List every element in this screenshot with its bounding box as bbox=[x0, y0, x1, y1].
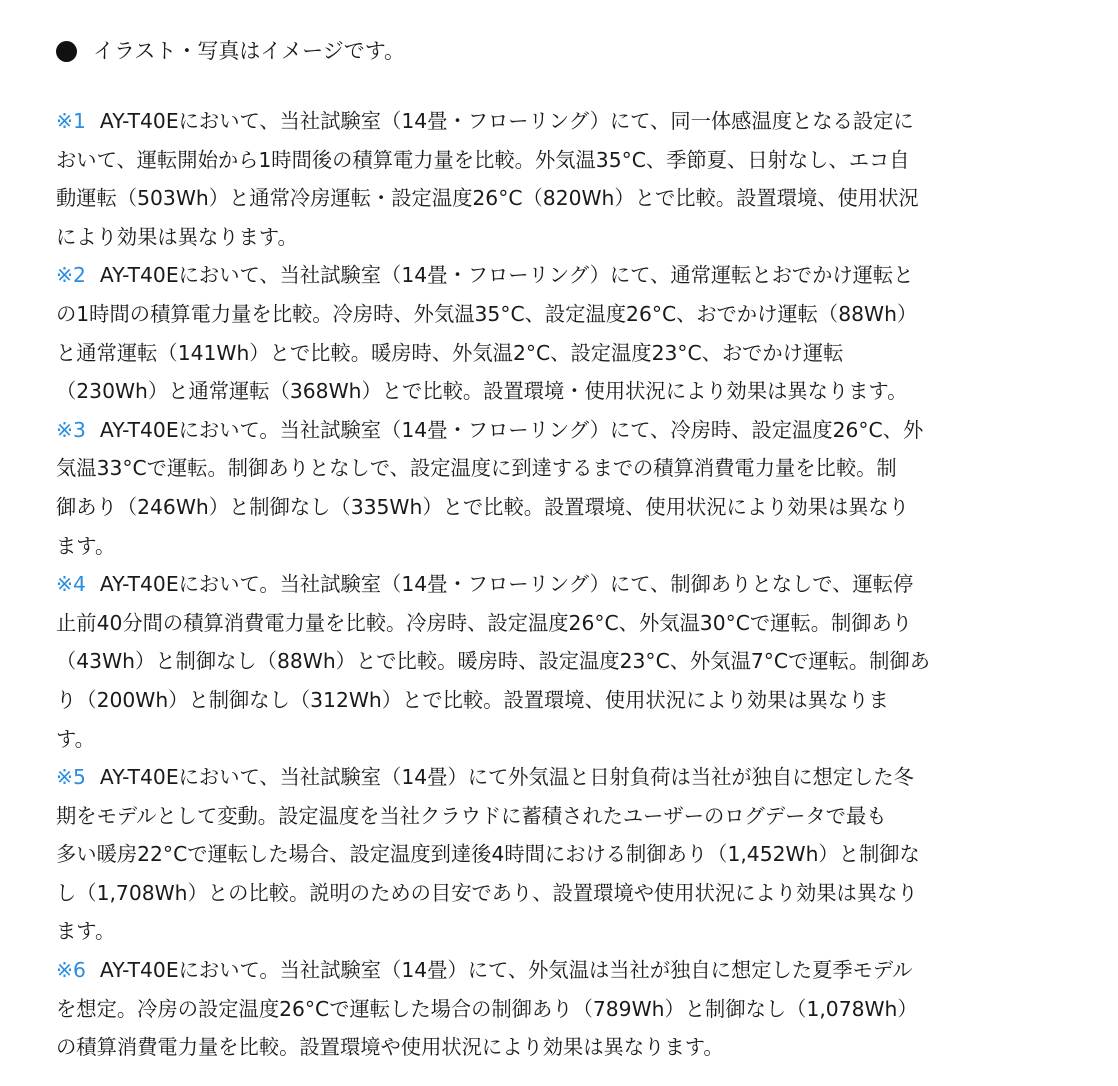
footnote-mark: ※1 bbox=[56, 109, 86, 133]
footnote-line bbox=[56, 604, 1068, 643]
footnote-line bbox=[56, 295, 1068, 334]
footnote-text: （43Wh）と制御なし（88Wh）とで比較。暖房時、設定温度23°C、外気温7°Cで運転。制御あ bbox=[56, 649, 931, 674]
footnote-text: す。 bbox=[56, 726, 95, 751]
footnote-line bbox=[56, 990, 1068, 1029]
footnote-line bbox=[56, 527, 1068, 566]
footnote-1 bbox=[56, 102, 1068, 256]
footnote-line bbox=[56, 488, 1068, 527]
footnote-list bbox=[56, 102, 1068, 1067]
footnote-text: 多い暖房22°Cで運転した場合、設定温度到達後4時間における制御あり（1,452Wh）と制御な bbox=[56, 842, 920, 867]
footnote-text: 気温33°Cで運転。制御ありとなしで、設定温度に到達するまでの積算消費電力量を比較。制 bbox=[56, 456, 897, 481]
footnote-line bbox=[56, 835, 1068, 874]
footnote-line bbox=[56, 256, 1068, 295]
footnote-4 bbox=[56, 565, 1068, 758]
image-disclaimer bbox=[56, 36, 1068, 66]
footnote-mark: ※6 bbox=[56, 958, 86, 983]
footnote-text: 動運転（503Wh）と通常冷房運転・設定温度26°C（820Wh）とで比較。設置環境、使用状況 bbox=[56, 186, 919, 211]
footnote-line bbox=[56, 179, 1068, 218]
footnote-text: により効果は異なります。 bbox=[56, 224, 298, 249]
footnote-text: ます。 bbox=[56, 533, 116, 558]
footnote-text: AY-T40Eにおいて、当社試験室（14畳・フローリング）にて、同一体感温度となる設定に bbox=[99, 109, 914, 133]
footnote-text: の1時間の積算電力量を比較。冷房時、外気温35°C、設定温度26°C、おでかけ運転（88Wh） bbox=[56, 301, 918, 326]
footnote-mark: ※5 bbox=[56, 765, 86, 790]
footnote-text: （230Wh）と通常運転（368Wh）とで比較。設置環境・使用状況により効果は異なります。 bbox=[56, 379, 908, 404]
footnote-line bbox=[56, 681, 1068, 720]
footnote-2 bbox=[56, 256, 1068, 410]
footnote-line bbox=[56, 912, 1068, 951]
bullet-icon bbox=[56, 41, 77, 62]
footnote-text: AY-T40Eにおいて、当社試験室（14畳）にて外気温と日射負荷は当社が独自に想定した冬 bbox=[99, 765, 914, 790]
footnote-text: 期をモデルとして変動。設定温度を当社クラウドに蓄積されたユーザーのログデータで最も bbox=[56, 803, 887, 828]
footnote-line bbox=[56, 218, 1068, 257]
footnote-line bbox=[56, 449, 1068, 488]
footnote-line bbox=[56, 720, 1068, 759]
footnote-line bbox=[56, 565, 1068, 604]
footnote-text: し（1,708Wh）との比較。説明のための目安であり、設置環境や使用状況により効果は異なり bbox=[56, 880, 918, 905]
footnote-mark: ※4 bbox=[56, 572, 86, 597]
footnote-line bbox=[56, 642, 1068, 681]
footnote-text: おいて、運転開始から1時間後の積算電力量を比較。外気温35°C、季節夏、日射なし、エコ自 bbox=[56, 147, 910, 172]
footnote-line bbox=[56, 874, 1068, 913]
footnote-text: り（200Wh）と制御なし（312Wh）とで比較。設置環境、使用状況により効果は異なりま bbox=[56, 687, 889, 712]
footnote-text: の積算消費電力量を比較。設置環境や使用状況により効果は異なります。 bbox=[56, 1035, 724, 1060]
footnote-line bbox=[56, 372, 1068, 411]
footnote-5 bbox=[56, 758, 1068, 951]
footnote-text: AY-T40Eにおいて。当社試験室（14畳・フローリング）にて、冷房時、設定温度26°C、外 bbox=[99, 417, 924, 442]
footnote-text: AY-T40Eにおいて。当社試験室（14畳・フローリング）にて、制御ありとなしで、運転停 bbox=[99, 572, 914, 597]
footnote-text: AY-T40Eにおいて、当社試験室（14畳・フローリング）にて、通常運転とおでかけ運転と bbox=[99, 263, 914, 288]
footnote-6 bbox=[56, 951, 1068, 1067]
footnote-text: を想定。冷房の設定温度26°Cで運転した場合の制御あり（789Wh）と制御なし（1,078Wh） bbox=[56, 996, 918, 1021]
image-disclaimer-text: イラスト・写真はイメージです。 bbox=[93, 39, 406, 63]
footnote-text: AY-T40Eにおいて。当社試験室（14畳）にて、外気温は当社が独自に想定した夏季モデル bbox=[99, 958, 913, 983]
footnote-text: と通常運転（141Wh）とで比較。暖房時、外気温2°C、設定温度23°C、おでかけ運転 bbox=[56, 340, 844, 365]
footnote-line bbox=[56, 1028, 1068, 1067]
footnote-line bbox=[56, 758, 1068, 797]
footnote-line bbox=[56, 141, 1068, 180]
footnote-text: 御あり（246Wh）と制御なし（335Wh）とで比較。設置環境、使用状況により効果は異なり bbox=[56, 494, 910, 519]
footnote-line bbox=[56, 797, 1068, 836]
footnote-text: ます。 bbox=[56, 919, 116, 944]
footnote-line bbox=[56, 334, 1068, 373]
footnote-line bbox=[56, 951, 1068, 990]
footnote-3 bbox=[56, 411, 1068, 565]
footnote-line bbox=[56, 102, 1068, 141]
footnote-text: 止前40分間の積算消費電力量を比較。冷房時、設定温度26°C、外気温30°Cで運転。制御あり bbox=[56, 610, 913, 635]
footnote-mark: ※2 bbox=[56, 263, 86, 288]
footnote-line bbox=[56, 411, 1068, 450]
footnote-mark: ※3 bbox=[56, 417, 86, 442]
